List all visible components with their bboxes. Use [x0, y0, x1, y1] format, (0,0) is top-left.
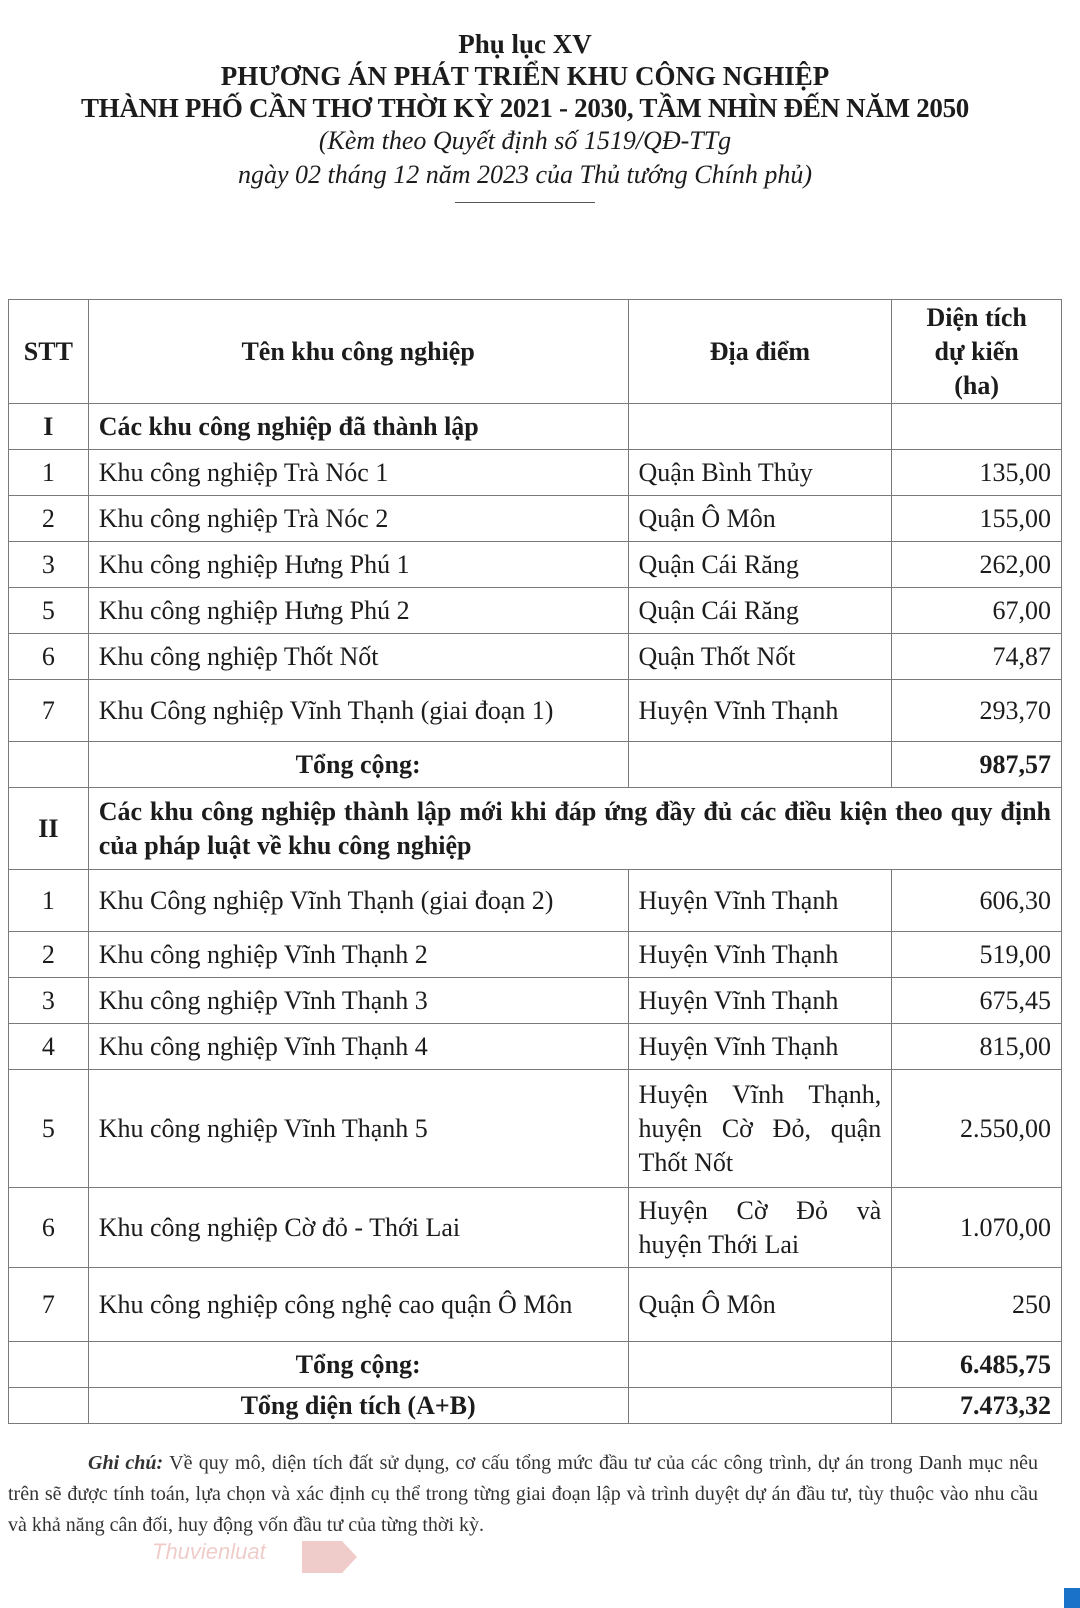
subtotal-value: 6.485,75 — [892, 1342, 1062, 1388]
row-area: 1.070,00 — [892, 1188, 1062, 1268]
grand-total-label: Tổng diện tích (A+B) — [88, 1388, 628, 1424]
row-area: 815,00 — [892, 1024, 1062, 1070]
section-row — [9, 404, 1062, 450]
corner-marker — [1064, 1588, 1080, 1608]
row-stt: 1 — [9, 870, 89, 932]
row-location: Quận Cái Răng — [628, 588, 892, 634]
row-area: 262,00 — [892, 542, 1062, 588]
row-area: 2.550,00 — [892, 1070, 1062, 1188]
header-name: Tên khu công nghiệp — [88, 300, 628, 404]
row-name: Khu công nghiệp Vĩnh Thạnh 5 — [88, 1070, 628, 1188]
row-location: Quận Thốt Nốt — [628, 634, 892, 680]
header-area — [892, 300, 1062, 404]
row-name: Khu công nghiệp Vĩnh Thạnh 4 — [88, 1024, 628, 1070]
row-stt: 4 — [9, 1024, 89, 1070]
subtotal-label: Tổng cộng: — [88, 1342, 628, 1388]
row-location: Quận Cái Răng — [628, 542, 892, 588]
header-divider — [455, 202, 595, 203]
row-name: Khu công nghiệp Thốt Nốt — [88, 634, 628, 680]
decision-reference-line2: ngày 02 tháng 12 năm 2023 của Thủ tướng Chính phủ) — [237, 160, 813, 189]
row-name: Khu công nghiệp Trà Nóc 1 — [88, 450, 628, 496]
table-row — [9, 450, 1062, 496]
row-location: Huyện Vĩnh Thạnh — [628, 870, 892, 932]
subtotal-row — [9, 742, 1062, 788]
table-row — [9, 496, 1062, 542]
row-name: Khu công nghiệp Vĩnh Thạnh 2 — [88, 932, 628, 978]
row-stt: 2 — [9, 496, 89, 542]
table-row — [9, 870, 1062, 932]
row-stt: 3 — [9, 542, 89, 588]
section-title: Các khu công nghiệp đã thành lập — [88, 404, 628, 450]
row-name: Khu Công nghiệp Vĩnh Thạnh (giai đoạn 1) — [88, 680, 628, 742]
document-title-line2: THÀNH PHỐ CẦN THƠ THỜI KỲ 2021 - 2030, TẦM NHÌN ĐẾN NĂM 2050 — [80, 93, 970, 123]
row-location: Huyện Vĩnh Thạnh — [628, 1024, 892, 1070]
section-title: Các khu công nghiệp thành lập mới khi đáp ứng đầy đủ các điều kiện theo quy định của pháp luật về khu công nghiệp — [88, 788, 1061, 870]
section-roman: II — [9, 788, 89, 870]
row-area: 293,70 — [892, 680, 1062, 742]
header-area-line2: dự kiến — [934, 336, 1019, 366]
table-row — [9, 588, 1062, 634]
row-location: Huyện Vĩnh Thạnh — [628, 932, 892, 978]
row-stt: 5 — [9, 1070, 89, 1188]
table-row — [9, 634, 1062, 680]
industrial-zones-table — [8, 299, 1062, 1424]
header-area-line3: (ha) — [954, 370, 1000, 400]
footnote — [8, 1448, 1038, 1541]
row-name: Khu công nghiệp Hưng Phú 2 — [88, 588, 628, 634]
watermark-text: Thuvienluat — [152, 1539, 266, 1564]
row-stt: 2 — [9, 932, 89, 978]
grand-total-row — [9, 1388, 1062, 1424]
row-location: Quận Ô Môn — [628, 1268, 892, 1342]
row-location: Quận Bình Thủy — [628, 450, 892, 496]
row-stt: 5 — [9, 588, 89, 634]
row-stt: 6 — [9, 634, 89, 680]
row-area: 74,87 — [892, 634, 1062, 680]
row-area: 155,00 — [892, 496, 1062, 542]
table-row — [9, 932, 1062, 978]
decision-reference-line1: (Kèm theo Quyết định số 1519/QĐ-TTg — [318, 126, 732, 155]
table-row — [9, 1188, 1062, 1268]
table-row — [9, 1268, 1062, 1342]
row-name: Khu công nghiệp Vĩnh Thạnh 3 — [88, 978, 628, 1024]
watermark-arrow-icon — [302, 1541, 357, 1573]
row-area: 519,00 — [892, 932, 1062, 978]
row-location: Huyện Cờ Đỏ và huyện Thới Lai — [628, 1188, 892, 1268]
table-row — [9, 542, 1062, 588]
document-header — [0, 28, 1050, 203]
row-area: 135,00 — [892, 450, 1062, 496]
footnote-text: Về quy mô, diện tích đất sử dụng, cơ cấu tổng mức đầu tư của các công trình, dự án trong Danh mục nêu trên sẽ được tính toán, lựa chọn và xác định cụ thể trong từng giai đoạn lập và trình duyệt dự án đầu tư, tùy thuộc vào nhu cầu và khả năng cân đối, huy động vốn đầu tư của từng thời kỳ. — [8, 1452, 1039, 1536]
row-name: Khu Công nghiệp Vĩnh Thạnh (giai đoạn 2) — [88, 870, 628, 932]
section-row — [9, 788, 1062, 870]
footnote-label: Ghi chú: — [88, 1452, 164, 1474]
row-stt: 1 — [9, 450, 89, 496]
row-name: Khu công nghiệp Cờ đỏ - Thới Lai — [88, 1188, 628, 1268]
row-name: Khu công nghiệp công nghệ cao quận Ô Môn — [88, 1268, 628, 1342]
row-stt: 7 — [9, 1268, 89, 1342]
appendix-label: Phụ lục XV — [458, 29, 592, 59]
grand-total-value: 7.473,32 — [892, 1388, 1062, 1424]
table-row — [9, 1070, 1062, 1188]
row-stt: 3 — [9, 978, 89, 1024]
header-area-line1: Diện tích — [926, 302, 1027, 332]
header-stt: STT — [9, 300, 89, 404]
table-row — [9, 680, 1062, 742]
row-area: 675,45 — [892, 978, 1062, 1024]
table-row — [9, 978, 1062, 1024]
row-location: Huyện Vĩnh Thạnh, huyện Cờ Đỏ, quận Thốt Nốt — [628, 1070, 892, 1188]
row-area: 606,30 — [892, 870, 1062, 932]
header-location: Địa điểm — [628, 300, 892, 404]
document-title-line1: PHƯƠNG ÁN PHÁT TRIỂN KHU CÔNG NGHIỆP — [220, 61, 830, 91]
row-name: Khu công nghiệp Hưng Phú 1 — [88, 542, 628, 588]
row-location: Quận Ô Môn — [628, 496, 892, 542]
watermark-logo — [152, 1535, 362, 1579]
row-name: Khu công nghiệp Trà Nóc 2 — [88, 496, 628, 542]
subtotal-label: Tổng cộng: — [88, 742, 628, 788]
row-location: Huyện Vĩnh Thạnh — [628, 978, 892, 1024]
row-area: 67,00 — [892, 588, 1062, 634]
row-location: Huyện Vĩnh Thạnh — [628, 680, 892, 742]
row-stt: 7 — [9, 680, 89, 742]
table-row — [9, 1024, 1062, 1070]
row-stt: 6 — [9, 1188, 89, 1268]
table-header-row — [9, 300, 1062, 404]
row-area: 250 — [892, 1268, 1062, 1342]
subtotal-row — [9, 1342, 1062, 1388]
section-roman: I — [9, 404, 89, 450]
subtotal-value: 987,57 — [892, 742, 1062, 788]
